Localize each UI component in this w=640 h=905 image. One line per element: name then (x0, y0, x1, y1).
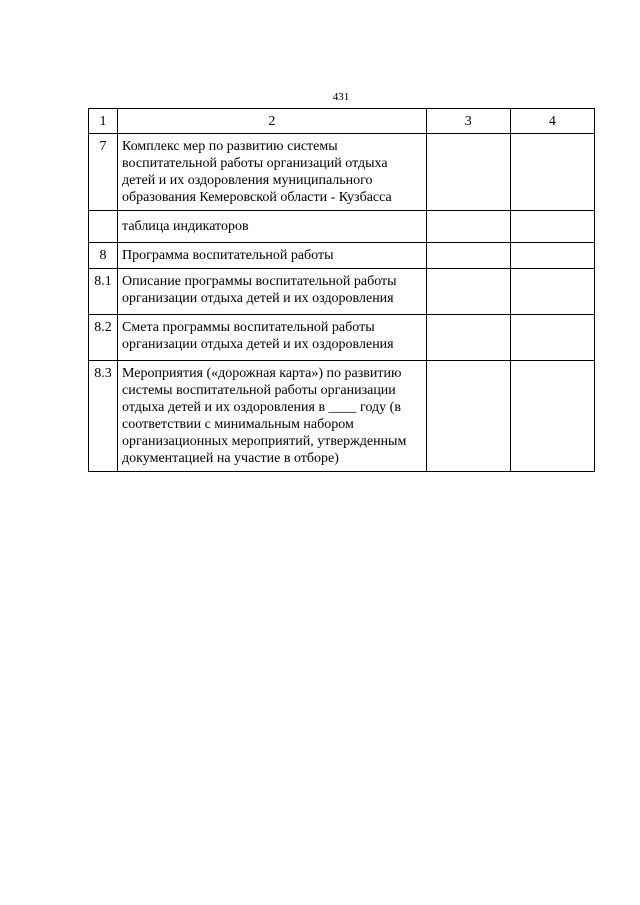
row-text: Описание программы воспитательной работы организации отдыха детей и их оздоровления (118, 269, 427, 315)
row-cell-3 (426, 269, 510, 315)
row-text: Комплекс мер по развитию системы воспитательной работы организаций отдыха детей и их оздоровления муниципального образования Кемеровской области - Кузбасса (118, 134, 427, 211)
row-number: 7 (89, 134, 118, 211)
row-number: 8 (89, 243, 118, 269)
row-number: 8.1 (89, 269, 118, 315)
row-cell-3 (426, 243, 510, 269)
header-cell-4: 4 (510, 109, 594, 134)
table-row (89, 361, 595, 472)
table-row (89, 269, 595, 315)
row-cell-3 (426, 134, 510, 211)
header-cell-2: 2 (118, 109, 427, 134)
table-header-row (89, 109, 595, 134)
page-number: 431 (332, 91, 350, 103)
row-cell-4 (510, 134, 594, 211)
table-row (89, 211, 595, 243)
row-number: 8.3 (89, 361, 118, 472)
table-row (89, 243, 595, 269)
table-row (89, 315, 595, 361)
row-cell-4 (510, 315, 594, 361)
row-cell-3 (426, 315, 510, 361)
row-text: таблица индикаторов (118, 211, 427, 243)
row-text: Мероприятия («дорожная карта») по развитию системы воспитательной работы организации отдыха детей и их оздоровления в ____ году (в соответствии с минимальным набором организационных мероприятий, утвержденным документацией на участие в отборе) (118, 361, 427, 472)
header-cell-1: 1 (89, 109, 118, 134)
row-number (89, 211, 118, 243)
row-number: 8.2 (89, 315, 118, 361)
document-table (88, 108, 595, 472)
row-text: Программа воспитательной работы (118, 243, 427, 269)
row-cell-4 (510, 243, 594, 269)
row-cell-3 (426, 361, 510, 472)
row-cell-4 (510, 361, 594, 472)
header-cell-3: 3 (426, 109, 510, 134)
row-text: Смета программы воспитательной работы организации отдыха детей и их оздоровления (118, 315, 427, 361)
row-cell-3 (426, 211, 510, 243)
table-row (89, 134, 595, 211)
row-cell-4 (510, 269, 594, 315)
row-cell-4 (510, 211, 594, 243)
